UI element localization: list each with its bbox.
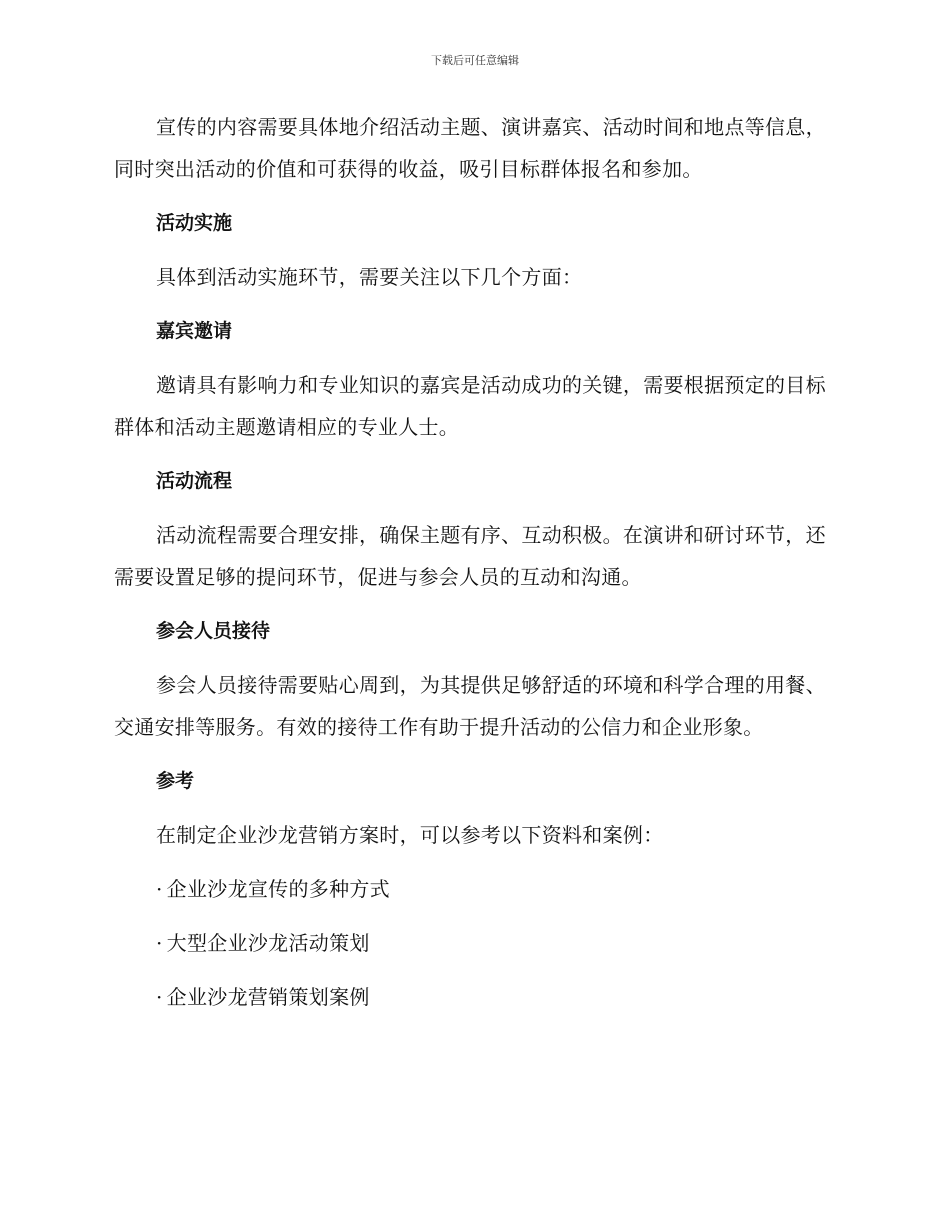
paragraph-guests: 邀请具有影响力和专业知识的嘉宾是活动成功的关键，需要根据预定的目标群体和活动主题邀请相应的专业人士。 xyxy=(114,373,826,439)
heading-reference: 参考 xyxy=(156,770,195,792)
paragraph-process: 活动流程需要合理安排，确保主题有序、互动积极。在演讲和研讨环节，还需要设置足够的提问环节，促进与参会人员的互动和沟通。 xyxy=(114,523,826,589)
heading-process: 活动流程 xyxy=(156,470,233,492)
heading-implementation: 活动实施 xyxy=(156,212,233,234)
list-item-text: 企业沙龙宣传的多种方式 xyxy=(166,877,390,901)
list-item xyxy=(114,976,830,1018)
paragraph-reference: 在制定企业沙龙营销方案时，可以参考以下资料和案例： xyxy=(156,823,664,847)
intro-paragraph: 宣传的内容需要具体地介绍活动主题、演讲嘉宾、活动时间和地点等信息，同时突出活动的价值和可获得的收益，吸引目标群体报名和参加。 xyxy=(114,115,826,181)
heading-guests: 嘉宾邀请 xyxy=(156,320,233,342)
list-item xyxy=(114,922,830,964)
document-body xyxy=(114,106,830,1030)
list-item-text: 大型企业沙龙活动策划 xyxy=(166,931,370,955)
page-header: 下载后可任意编辑 xyxy=(431,54,519,67)
heading-reception: 参会人员接待 xyxy=(156,620,271,642)
reference-list xyxy=(114,868,830,1018)
paragraph-reception: 参会人员接待需要贴心周到，为其提供足够舒适的环境和科学合理的用餐、交通安排等服务。有效的接待工作有助于提升活动的公信力和企业形象。 xyxy=(114,673,826,739)
bullet-dot-icon: · xyxy=(156,985,163,1009)
bullet-dot-icon: · xyxy=(156,931,163,955)
bullet-dot-icon: · xyxy=(156,877,163,901)
list-item-text: 企业沙龙营销策划案例 xyxy=(166,985,370,1009)
list-item xyxy=(114,868,830,910)
paragraph-implementation: 具体到活动实施环节，需要关注以下几个方面： xyxy=(156,265,583,289)
